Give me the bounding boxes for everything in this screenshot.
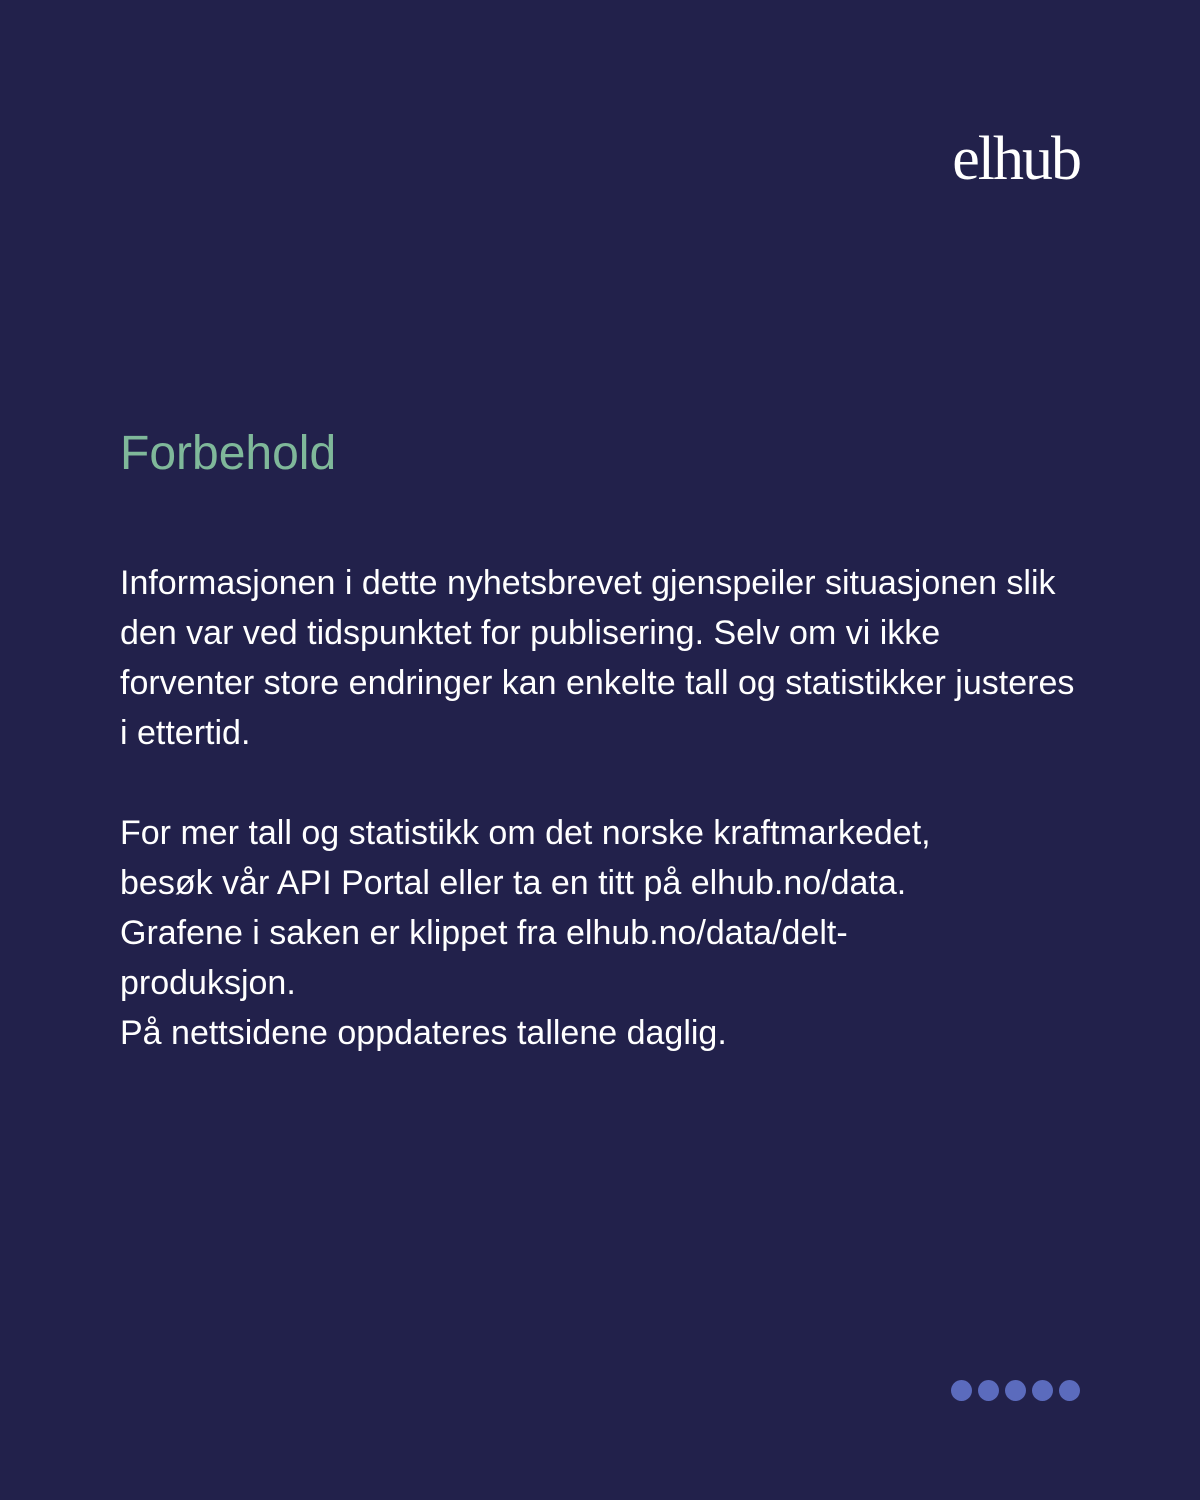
page-dot: [1032, 1380, 1053, 1401]
info-line: Grafene i saken er klippet fra elhub.no/data/delt-: [120, 914, 848, 952]
elhub-logo: elhub: [952, 125, 1080, 193]
page-dot: [1059, 1380, 1080, 1401]
disclaimer-paragraph: Informasjonen i dette nyhetsbrevet gjenspeiler situasjonen slik den var ved tidspunktet for publisering. Selv om vi ikke forventer store endringer kan enkelte tall og statistikker justeres i ettertid.: [120, 564, 1075, 752]
page-title: Forbehold: [120, 427, 337, 480]
paragraph-spacer: [120, 758, 1080, 808]
info-line: På nettsidene oppdateres tallene daglig.: [120, 1014, 727, 1052]
page-indicator: [951, 1380, 1080, 1401]
disclaimer-text: [120, 558, 1080, 1058]
page-dot: [951, 1380, 972, 1401]
info-line: produksjon.: [120, 964, 296, 1002]
page-dot: [1005, 1380, 1026, 1401]
info-line: For mer tall og statistikk om det norske kraftmarkedet,: [120, 814, 931, 852]
info-line: besøk vår API Portal eller ta en titt på elhub.no/data.: [120, 864, 907, 902]
page-dot: [978, 1380, 999, 1401]
